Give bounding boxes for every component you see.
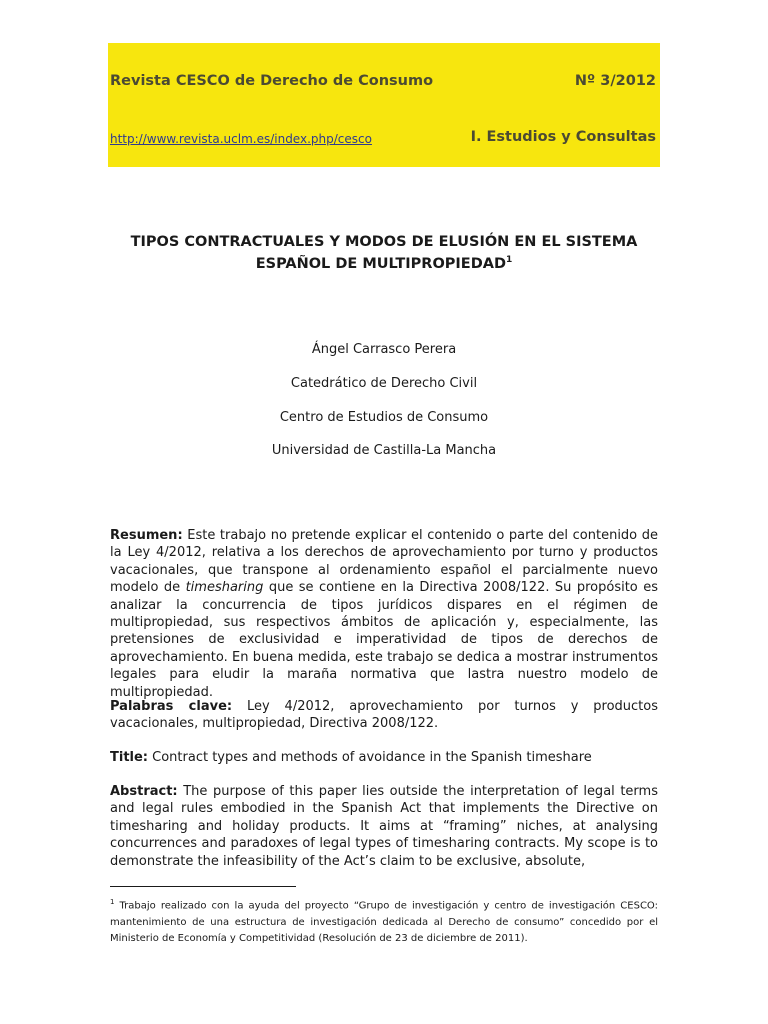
title-line-2 [108, 251, 660, 273]
issue-number: Nº 3/2012 [574, 73, 656, 89]
title-line-1: TIPOS CONTRACTUALES Y MODOS DE ELUSIÓN EN EL SISTEMA [130, 234, 638, 250]
title-line-2-text: ESPAÑOL DE MULTIPROPIEDAD [255, 255, 506, 272]
resumen-italic: timesharing [185, 580, 264, 596]
resumen-text-1: Este trabajo no pretende explicar el contenido o parte del contenido de la Ley 4/2012, relativa a los derechos de aprovechamiento por turno y productos vacacionales, que transpone al ordenamiento español el parcialmente nuevo modelo de [110, 528, 658, 596]
author-center: Centro de Estudios de Consumo [279, 410, 489, 425]
resumen-label: Resumen: [110, 528, 183, 543]
english-title-paragraph [110, 749, 658, 766]
resumen-text-2: que se contiene en la Directiva 2008/122. Su propósito es analizar la concurrencia de tipos jurídicos dispares en el régimen de multipropiedad, sus respectivos ámbitos de aplicación y, especialmente, las pretensiones de exclusividad e imperatividad de tipos de derechos de aprovechamiento. En buena medida, este trabajo se dedica a mostrar instrumentos legales para eludir la maraña normativa que lastra nuestro modelo de multipropiedad. [110, 580, 658, 700]
resumen-paragraph [110, 527, 658, 701]
footnote [110, 894, 658, 948]
journal-header [108, 43, 660, 167]
abstract-paragraph [110, 783, 658, 870]
keywords-text: Ley 4/2012, aprovechamiento por turnos y productos vacacionales, multipropiedad, Directiva 2008/122. [110, 699, 659, 732]
author-position: Catedrático de Derecho Civil [290, 376, 478, 391]
abstract-text: The purpose of this paper lies outside the interpretation of legal terms and legal rules embodied in the Spanish Act that implements the Directive on timesharing and holiday products. It aims at “framing” niches, at analysing concurrences and paradoxes of legal types of timesharing contracts. My scope is to demonstrate the infeasibility of the Act’s claim to be exclusive, absolute, [110, 784, 658, 869]
journal-url-link[interactable]: http://www.revista.uclm.es/index.php/cesco [110, 132, 372, 146]
english-title-text: Contract types and methods of avoidance in the Spanish timeshare [148, 750, 592, 765]
journal-name: Revista CESCO de Derecho de Consumo [110, 73, 434, 89]
paper-title [108, 233, 660, 273]
english-title-label: Title: [110, 750, 149, 765]
footnote-text: Trabajo realizado con la ayuda del proyecto “Grupo de investigación y centro de investigación CESCO: mantenimiento de una estructura de investigación dedicada al Derecho de consumo” concedido por el Ministerio de Economía y Competitividad (Resolución de 23 de diciembre de 2011). [110, 900, 658, 945]
footnote-divider [110, 886, 296, 887]
title-footnote-ref[interactable]: 1 [506, 255, 513, 265]
abstract-label: Abstract: [110, 784, 178, 799]
author-name: Ángel Carrasco Perera [311, 342, 457, 357]
footnote-number: 1 [110, 898, 115, 906]
keywords-label: Palabras clave: [110, 699, 233, 714]
author-university: Universidad de Castilla-La Mancha [271, 443, 497, 458]
keywords-paragraph [110, 698, 658, 733]
section-name: I. Estudios y Consultas [470, 129, 656, 145]
